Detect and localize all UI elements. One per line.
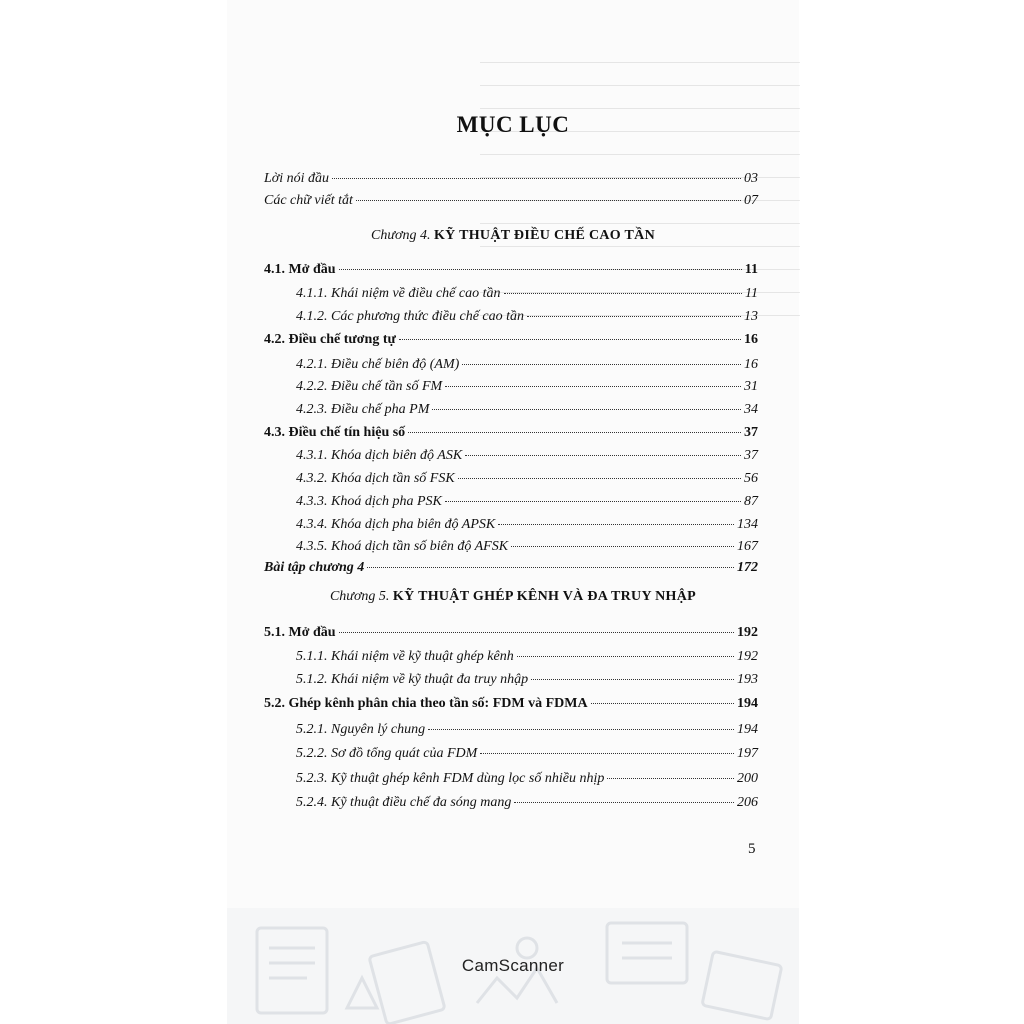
toc-subsection[interactable]: 4.2.3. Điều chế pha PM 34 [296,402,758,417]
page-number: 31 [744,379,758,394]
toc-subsection[interactable]: 5.1.1. Khái niệm về kỹ thuật ghép kênh 192 [296,649,758,664]
toc-section[interactable]: 5.1. Mở đầu 192 [264,625,758,640]
page-number: 11 [745,286,758,301]
page-number: 16 [744,357,758,372]
toc-subsection[interactable]: 4.2.2. Điều chế tần số FM 31 [296,379,758,394]
toc-subsection[interactable]: 5.2.4. Kỹ thuật điều chế đa sóng mang 206 [296,795,758,810]
toc-subsection[interactable]: 4.2.1. Điều chế biên độ (AM) 16 [296,357,758,372]
page-number: 194 [737,722,758,737]
toc-subsection[interactable]: 4.3.1. Khóa dịch biên độ ASK 37 [296,448,758,463]
page-number: 56 [744,471,758,486]
page-number: 87 [744,494,758,509]
toc-section[interactable]: 4.3. Điều chế tín hiệu số 37 [264,425,758,440]
page-number: 37 [744,448,758,463]
page-number: 192 [737,649,758,664]
toc-subsection[interactable]: 5.2.2. Sơ đồ tổng quát của FDM 197 [296,746,758,761]
page-number: 11 [744,262,758,277]
page-number: 16 [744,332,758,347]
toc-subsection[interactable]: 4.3.4. Khóa dịch pha biên độ APSK 134 [296,517,758,532]
page-number: 134 [737,517,758,532]
page-number: 194 [737,696,758,711]
toc-section[interactable]: 4.2. Điều chế tương tự 16 [264,332,758,347]
chapter-title: KỸ THUẬT ĐIỀU CHẾ CAO TẦN [433,228,655,243]
toc-section[interactable]: 5.2. Ghép kênh phân chia theo tần số: FDM và FDMA 194 [264,696,758,711]
page-number: 172 [737,560,758,575]
page-number-folio: 5 [748,841,756,857]
toc-subsection[interactable]: 4.3.5. Khoá dịch tần số biên độ AFSK 167 [296,539,758,554]
chapter-5-heading [227,589,799,605]
page-number: 193 [737,672,758,687]
chapter-label: Chương 5. [329,589,390,604]
toc-subsection[interactable]: 5.2.1. Nguyên lý chung 194 [296,722,758,737]
page-number: 200 [737,771,758,786]
camscanner-brand: CamScanner [461,956,565,975]
page-number: 167 [737,539,758,554]
chapter-title: KỸ THUẬT GHÉP KÊNH VÀ ĐA TRUY NHẬP [392,589,697,604]
toc-section[interactable]: 4.1. Mở đầu 11 [264,262,758,277]
toc-entry-abbreviations[interactable]: Các chữ viết tắt 07 [264,193,758,208]
toc-subsection[interactable]: 4.3.2. Khóa dịch tần số FSK 56 [296,471,758,486]
page-number: 37 [744,425,758,440]
toc-exercises[interactable]: Bài tập chương 4 172 [264,560,758,575]
page-number: 34 [744,402,758,417]
chapter-label: Chương 4. [371,228,431,243]
page-number: 07 [744,193,758,208]
toc-subsection[interactable]: 4.1.1. Khái niệm về điều chế cao tần 11 [296,286,758,301]
toc-subsection[interactable]: 5.2.3. Kỹ thuật ghép kênh FDM dùng lọc số nhiều nhịp 200 [296,771,758,786]
page-number: 197 [737,746,758,761]
toc-title: MỤC LỤC [456,112,570,137]
page-number: 206 [737,795,758,810]
toc-subsection[interactable]: 4.3.3. Khoá dịch pha PSK 87 [296,494,758,509]
page-number: 03 [744,171,758,186]
toc-subsection[interactable]: 5.1.2. Khái niệm về kỹ thuật đa truy nhập 193 [296,672,758,687]
page-number: 192 [737,625,758,640]
chapter-4-heading [227,228,799,244]
page-number: 13 [744,309,758,324]
toc-subsection[interactable]: 4.1.2. Các phương thức điều chế cao tần 13 [296,309,758,324]
toc-entry-preface[interactable]: Lời nói đầu 03 [264,171,758,186]
